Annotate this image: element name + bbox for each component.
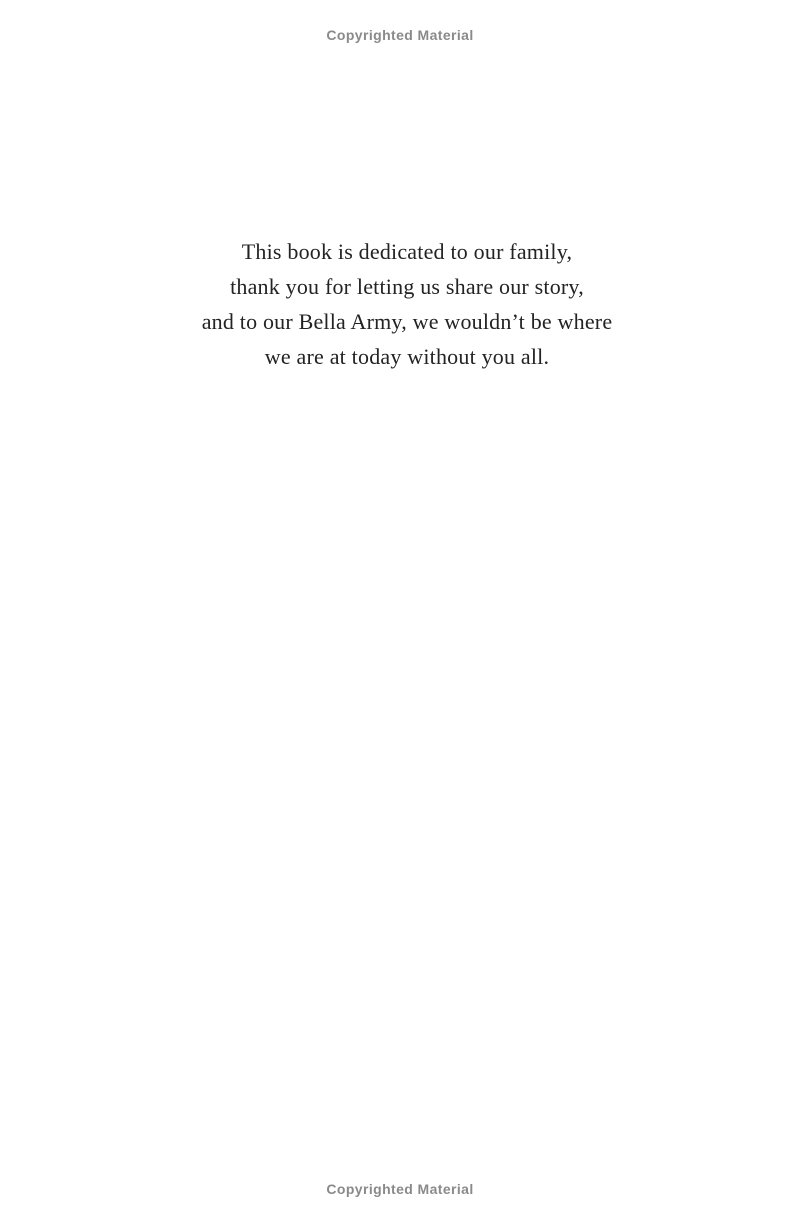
dedication-line-2: thank you for letting us share our story,	[230, 274, 584, 299]
dedication-text	[7, 234, 800, 374]
copyright-notice-bottom: Copyrighted Material	[326, 1181, 474, 1197]
dedication-line-3: and to our Bella Army, we wouldn’t be where	[201, 309, 613, 334]
dedication-line-4: we are at today without you all.	[264, 344, 550, 369]
dedication-line-1: This book is dedicated to our family,	[241, 239, 573, 264]
copyright-notice-top: Copyrighted Material	[326, 27, 474, 43]
